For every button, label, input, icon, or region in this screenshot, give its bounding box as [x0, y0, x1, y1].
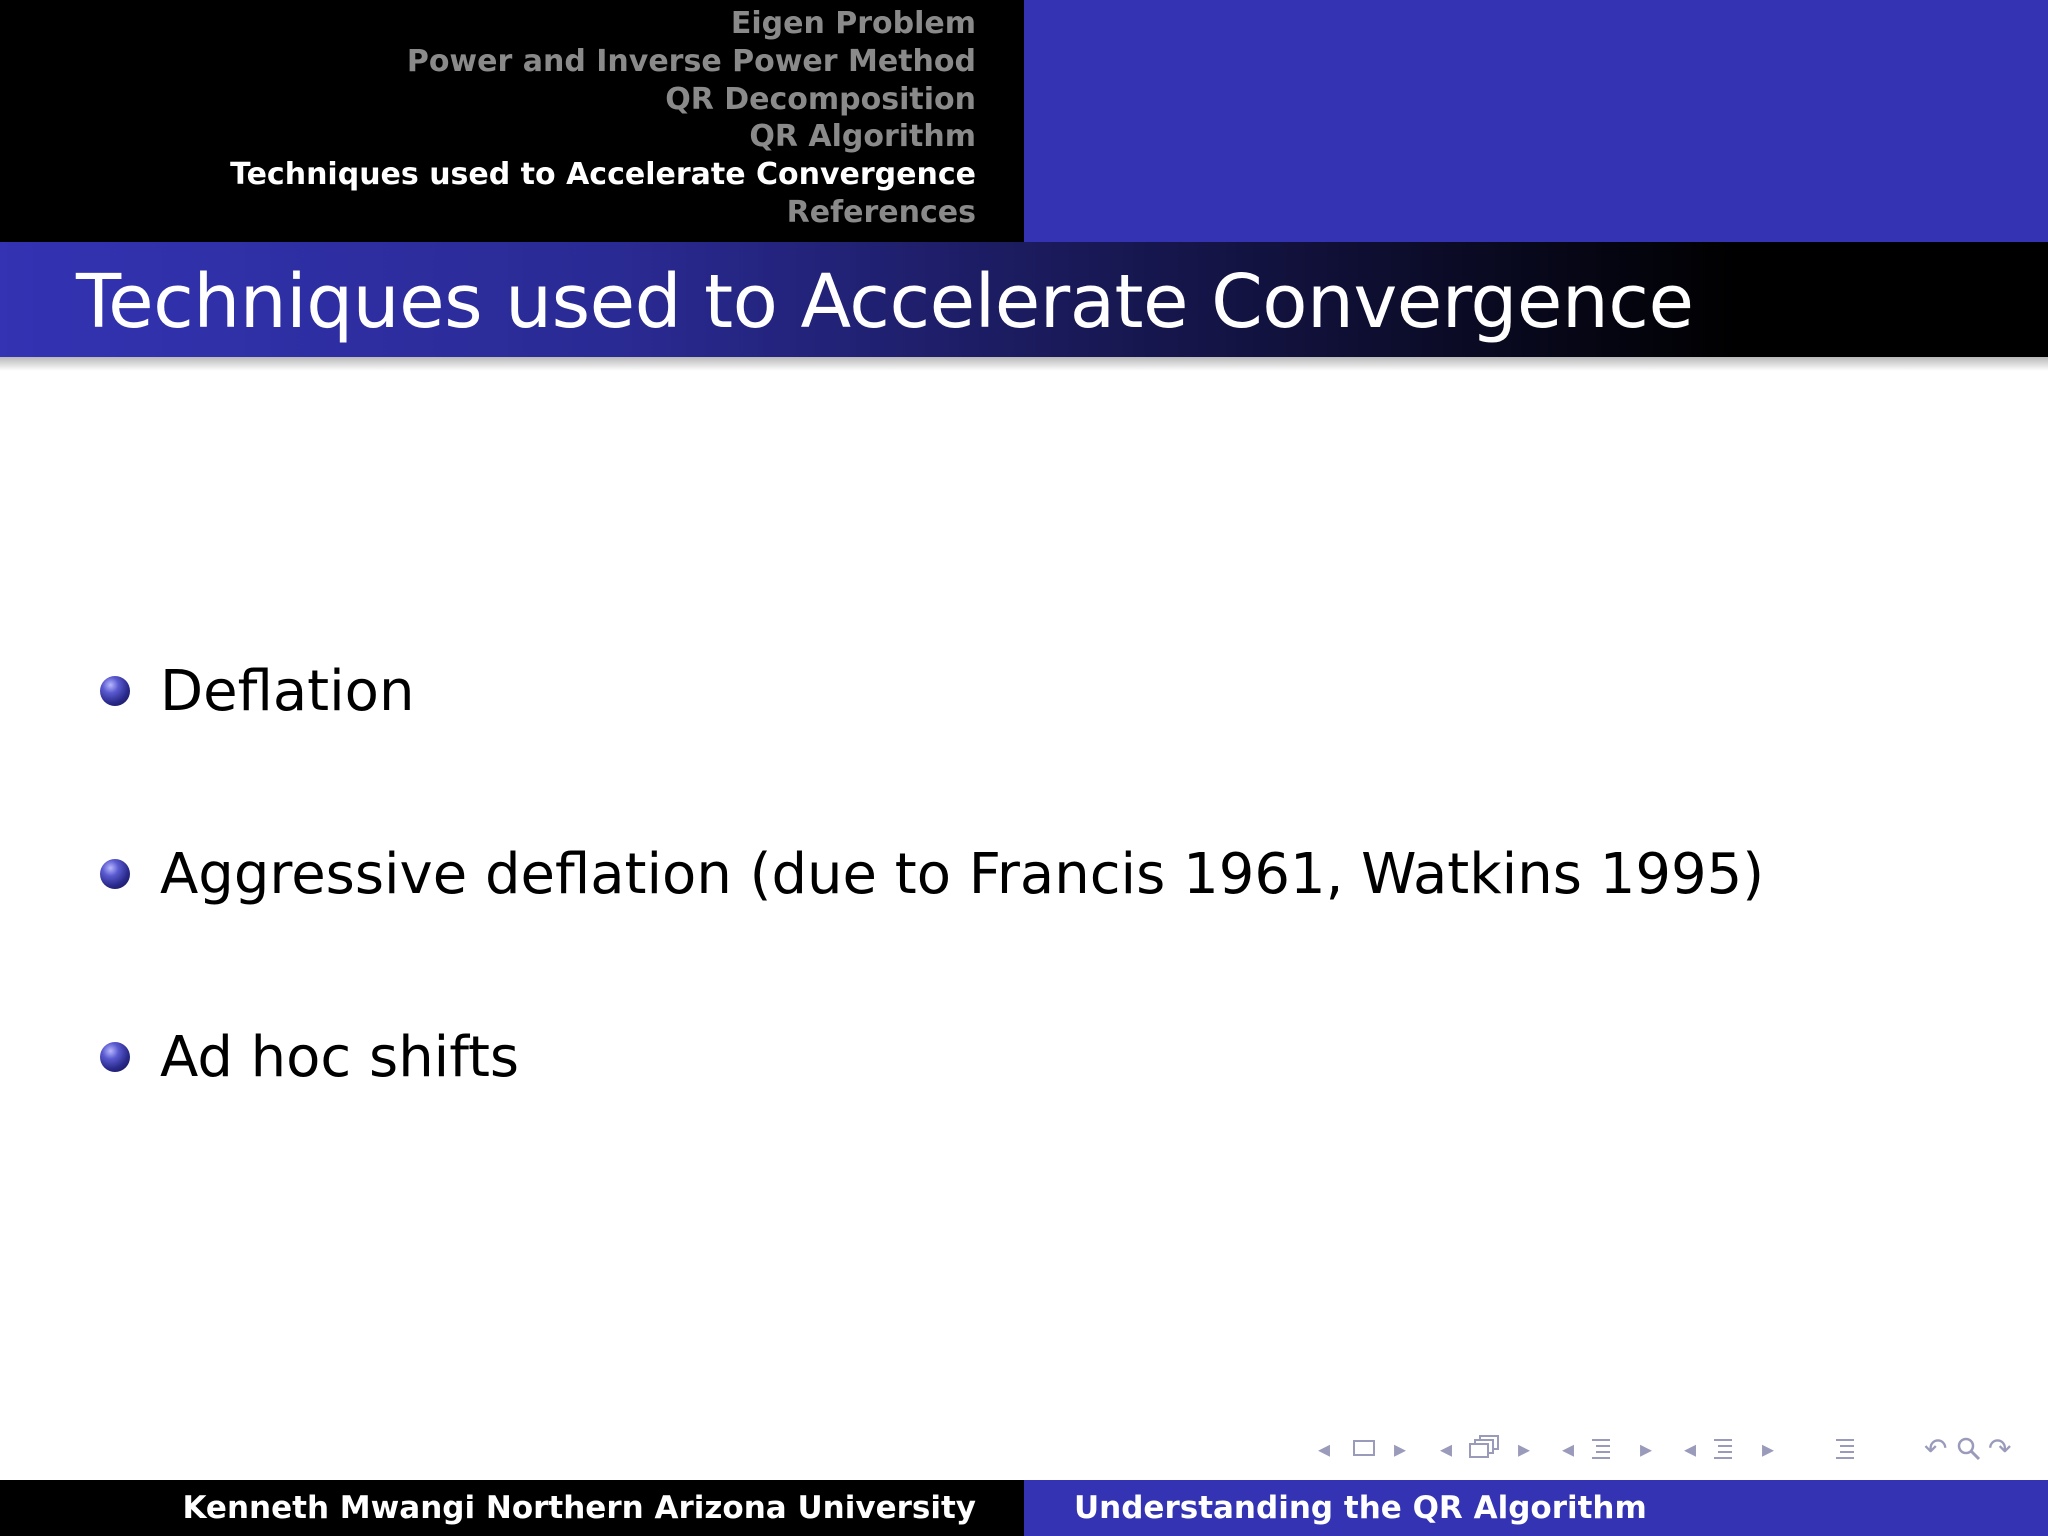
prev-frame-icon[interactable]: ◂ — [1440, 1435, 1453, 1463]
bullet-ball-icon — [100, 676, 130, 706]
prev-subsection-icon[interactable]: ◂ — [1562, 1435, 1575, 1463]
subsection-icon[interactable] — [1588, 1436, 1614, 1470]
nav-section-power-method[interactable]: Power and Inverse Power Method — [406, 43, 976, 79]
nav-section-qr-decomposition[interactable]: QR Decomposition — [665, 81, 976, 117]
forward-icon[interactable]: ↷ — [1988, 1432, 2012, 1465]
frame-title: Techniques used to Accelerate Convergence — [76, 259, 1694, 345]
footer-author: Kenneth Mwangi Northern Arizona University — [182, 1490, 976, 1526]
next-slide-icon[interactable]: ▸ — [1394, 1435, 1407, 1463]
navigation-symbols — [1310, 1432, 2030, 1466]
bullet-ball-icon — [100, 1042, 130, 1072]
slide-icon[interactable] — [1352, 1434, 1376, 1468]
bullet-ball-icon — [100, 859, 130, 889]
list-item — [100, 1022, 519, 1092]
list-item — [100, 839, 1764, 909]
prev-slide-icon[interactable]: ◂ — [1318, 1435, 1331, 1463]
list-item — [100, 656, 414, 726]
prev-section-icon[interactable]: ◂ — [1684, 1435, 1697, 1463]
nav-section-eigen-problem[interactable]: Eigen Problem — [730, 6, 976, 41]
back-icon[interactable]: ↶ — [1924, 1432, 1948, 1465]
footer-title-panel — [1024, 1480, 2048, 1536]
bullet-text: Ad hoc shifts — [160, 1024, 520, 1090]
header-section-panel — [0, 0, 1024, 242]
header-subsection-panel — [1024, 0, 2048, 242]
title-bar-shadow — [0, 357, 2048, 371]
nav-section-references[interactable]: References — [786, 194, 976, 230]
nav-section-qr-algorithm[interactable]: QR Algorithm — [749, 119, 976, 155]
section-navigation — [230, 5, 976, 232]
nav-section-accelerate-convergence[interactable]: Techniques used to Accelerate Convergence — [230, 157, 976, 193]
search-icon[interactable] — [1956, 1436, 1982, 1471]
frame-icon[interactable] — [1468, 1434, 1502, 1469]
next-section-icon[interactable]: ▸ — [1762, 1435, 1775, 1463]
bullet-text: Aggressive deflation (due to Francis 1961, Watkins 1995) — [160, 841, 1765, 907]
next-subsection-icon[interactable]: ▸ — [1640, 1435, 1653, 1463]
bullet-text: Deflation — [160, 658, 415, 724]
footer-title: Understanding the QR Algorithm — [1074, 1490, 1647, 1526]
next-frame-icon[interactable]: ▸ — [1518, 1435, 1531, 1463]
toc-icon[interactable] — [1832, 1436, 1858, 1470]
footer-author-panel — [0, 1480, 1024, 1536]
section-icon[interactable] — [1710, 1436, 1736, 1470]
